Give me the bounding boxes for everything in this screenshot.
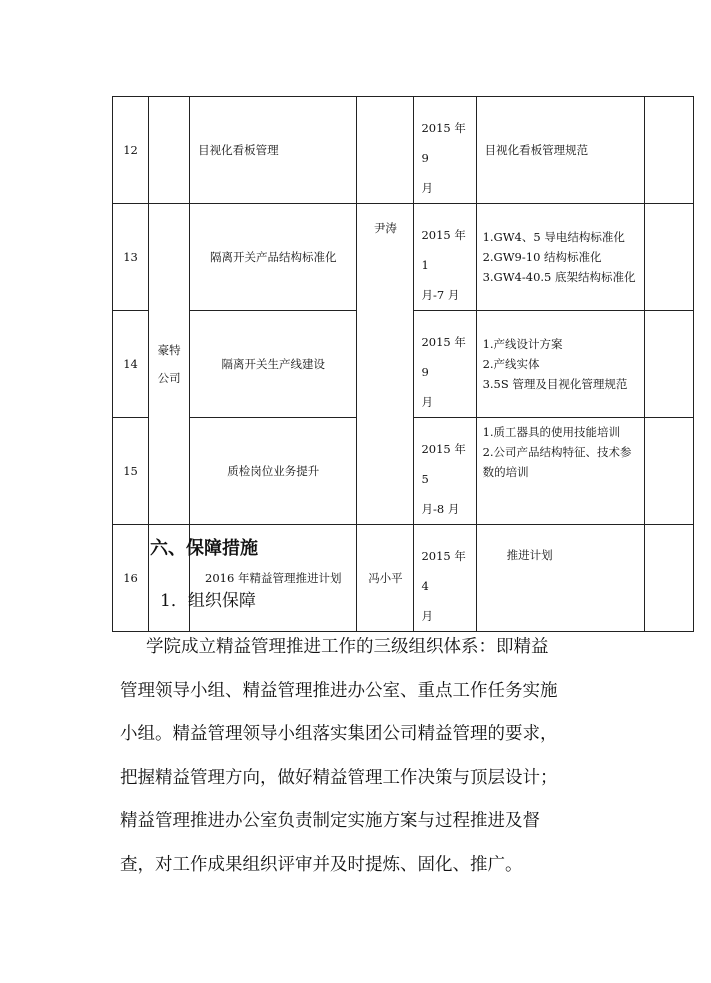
table-row [113,204,694,311]
remark-cell [644,204,693,311]
paragraph-line: 精益管理推进办公室负责制定实施方案与过程推进及督 [120,811,540,831]
result-cell: 1.质工器具的使用技能培训 2.公司产品结构特征、技术参 数的培训 [476,418,644,525]
paragraph-line: 把握精益管理方向，做好精益管理工作决策与顶层设计； [120,767,558,788]
row-number: 15 [113,418,149,525]
task-name: 隔离开关生产线建设 [190,311,357,418]
remark-cell [644,525,693,632]
subsection-title: 1．组织保障 [160,591,256,611]
person-cell [357,97,414,204]
task-name: 质检岗位业务提升 [190,418,357,525]
remark-cell [644,418,693,525]
unit-cell-merged: 豪特 公司 [149,204,190,525]
task-name: 2016 年精益管理推进计划 [190,525,357,632]
section-title: 六、保障措施 [150,538,258,559]
remark-cell [644,311,693,418]
result-cell: 1.产线设计方案 2.产线实体 3.5S 管理及目视化管理规范 [476,311,644,418]
row-number: 14 [113,311,149,418]
row-number: 12 [113,97,149,204]
person-cell-merged: 尹涛 [357,204,414,525]
time-cell: 2015 年 9 月 [414,97,476,204]
paragraph-line: 查，对工作成果组织评审并及时提炼、固化、推广。 [120,854,523,875]
task-name: 目视化看板管理 [190,97,357,204]
time-cell: 2015 年 5 月-8 月 [414,418,476,525]
paragraph-line: 管理领导小组、精益管理推进办公室、重点工作任务实施 [120,680,558,701]
result-cell: 1.GW4、5 导电结构标准化 2.GW9-10 结构标准化 3.GW4-40.5 底架结构标准化 [476,204,644,311]
body-paragraph [120,626,600,887]
paragraph-line: 学院成立精益管理推进工作的三级组织体系：即精益 [146,637,549,657]
person-cell: 冯小平 [357,525,414,632]
row-number: 16 [113,525,149,632]
result-cell: 目视化看板管理规范 [476,97,644,204]
row-number: 13 [113,204,149,311]
result-cell: 推进计划 [476,525,644,632]
time-cell: 2015 年 1 月-7 月 [414,204,476,311]
unit-cell [149,97,190,204]
task-name: 隔离开关产品结构标准化 [190,204,357,311]
time-cell: 2015 年 9 月 [414,311,476,418]
paragraph-line: 小组。精益管理领导小组落实集团公司精益管理的要求， [120,724,558,744]
time-cell: 2015 年 4 月 [414,525,476,632]
table-row [113,97,694,204]
remark-cell [644,97,693,204]
